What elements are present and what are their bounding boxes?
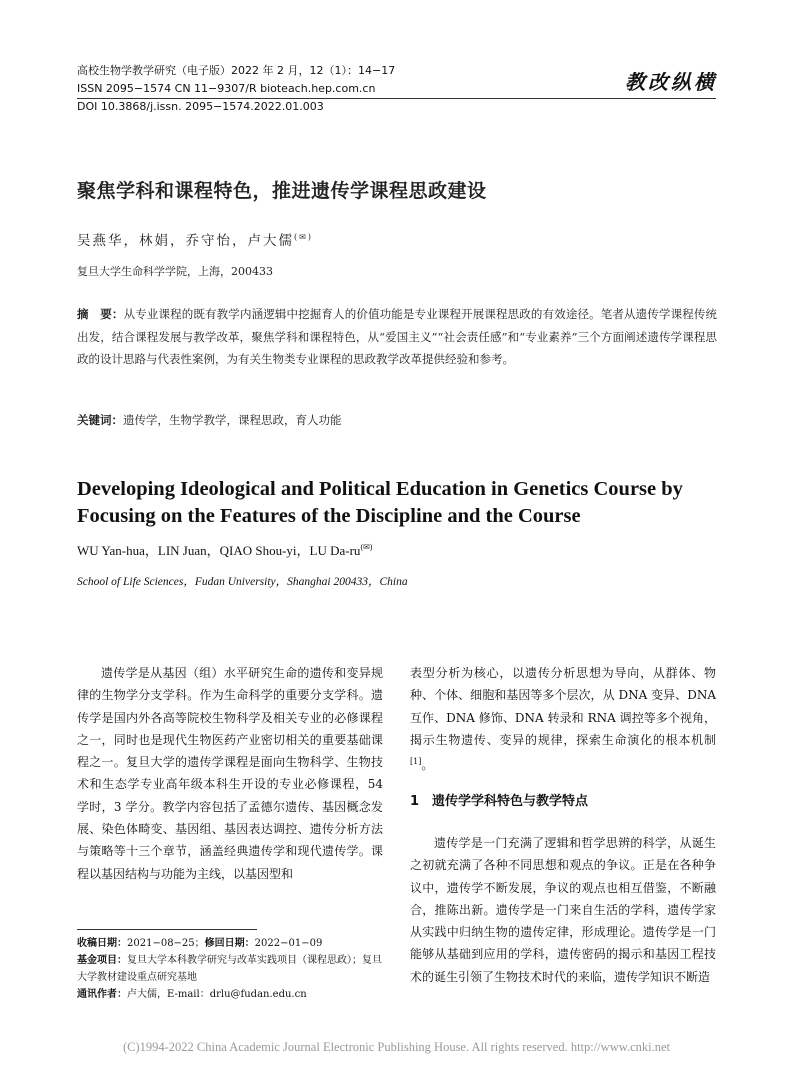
en-article-title: Developing Ideological and Political Education in Genetics Course by Focusing on the Features of the Discipline and the Course xyxy=(77,478,683,527)
abstract xyxy=(77,303,717,371)
footnote-rule xyxy=(77,929,257,930)
fund-text: 复旦大学本科教学研究与改革实践项目（课程思政）；复旦大学教材建设重点研究基地 xyxy=(77,955,382,983)
revised-label: 修回日期： xyxy=(204,938,255,949)
received-label: 收稿日期： xyxy=(77,938,127,949)
keywords-label: 关键词： xyxy=(77,413,123,427)
en-corresponding-mark: (✉) xyxy=(360,542,373,552)
journal-citation: 高校生物学教学研究（电子版）2022 年 2 月，12（1）：14−17 xyxy=(77,64,396,77)
footnote-contact xyxy=(77,986,387,1003)
en-affiliation: School of Life Sciences，Fudan University，Shanghai 200433，China xyxy=(77,576,408,588)
body-right-paragraph-2: 遗传学是一门充满了逻辑和哲学思辨的科学，从诞生之初就充满了各种不同思想和观点的争议。正是在各种争议中，遗传学不断发展，争议的观点也相互借鉴，不断融合，推陈出新。遗传学是一门来自生活的学科，遗传学家从实践中归纳生物的遗传定律，形成理论。遗传学是一门能够从基础到应用的学科，遗传密码的揭示和基因工程技术的诞生引领了生物技术时代的来临，遗传学知识不断造 xyxy=(410,836,716,984)
en-author-list: WU Yan-hua，LIN Juan，QIAO Shou-yi，LU Da-ru xyxy=(77,543,361,558)
keywords-text: 遗传学，生物学教学，课程思政，育人功能 xyxy=(123,413,342,427)
abstract-label: 摘 要： xyxy=(77,307,124,321)
issn-line: ISSN 2095−1574 CN 11−9307/R bioteach.hep.com.cn xyxy=(77,82,376,95)
cn-article-title: 聚焦学科和课程特色，推进遗传学课程思政建设 xyxy=(77,180,487,202)
body-left-paragraph: 遗传学是从基因（组）水平研究生命的遗传和变异规律的生物学分支学科。作为生命科学的重要分支学科。遗传学是国内外各高等院校生物科学及相关专业的必修课程之一，同时也是现代生物医药产业密切相关的重要基础课程之一。复旦大学的遗传学课程是面向生物科学、生物技术和生态学专业高年级本科生开设的专业必修课程，54 学时，3 学分。教学内容包括了孟德尔遗传、基因概念发展、染色体畸变、基因组、基因表达调控、遗传分析方法与策略等十三个章节，涵盖经典遗传学和现代遗传学。课程以基因结构与功能为主线，以基因型和 xyxy=(77,666,383,881)
reference-1: [1] xyxy=(410,757,422,767)
cn-author-list: 吴燕华，林娟，乔守怡，卢大儒 xyxy=(77,233,294,249)
contact-label: 通讯作者： xyxy=(77,989,127,1000)
footnotes xyxy=(77,935,387,1003)
right-paragraph-1-text: 表型分析为核心，以遗传分析思想为导向，从群体、物种、个体、细胞和基因等多个层次，从 DNA 变异、DNA 互作、DNA 修饰、DNA 转录和 RNA 调控等多个视角，揭示生物遗传、变异的规律，探索生命演化的根本机制 xyxy=(410,666,716,747)
fund-label: 基金项目： xyxy=(77,955,127,966)
abstract-text: 从专业课程的既有教学内涵逻辑中挖掘育人的价值功能是专业课程开展课程思政的有效途径。笔者从遗传学课程传统出发，结合课程发展与教学改革，聚焦学科和课程特色，从“爱国主义”“社会责任感”和“专业素养”三个方面阐述遗传学课程思政的设计思路与代表性案例，为有关生物类专业课程的思政教学改革提供经验和参考。 xyxy=(77,307,718,366)
en-authors xyxy=(77,540,372,559)
keywords xyxy=(77,412,342,428)
section-1-heading: 1 遗传学学科特色与教学特点 xyxy=(410,794,589,809)
body-right-paragraph-1 xyxy=(410,662,716,776)
right-paragraph-1-end: 。 xyxy=(421,758,434,773)
corresponding-mark: (✉) xyxy=(294,232,313,242)
footnote-dates xyxy=(77,935,387,952)
cn-affiliation: 复旦大学生命科学学院，上海，200433 xyxy=(77,265,273,278)
section-tag: 教改纵横 xyxy=(625,70,717,94)
received-date: 2021−08−25； xyxy=(127,938,205,949)
footnote-fund xyxy=(77,952,387,986)
doi-line: DOI 10.3868/j.issn. 2095−1574.2022.01.003 xyxy=(77,100,324,113)
copyright-line: (C)1994-2022 China Academic Journal Electronic Publishing House. All rights reserved. http://www.cnki.net xyxy=(122,1040,670,1054)
contact-text: 卢大儒，E-mail：drlu@fudan.edu.cn xyxy=(127,989,307,1000)
cn-authors xyxy=(77,229,313,249)
revised-date: 2022−01−09 xyxy=(254,938,323,949)
